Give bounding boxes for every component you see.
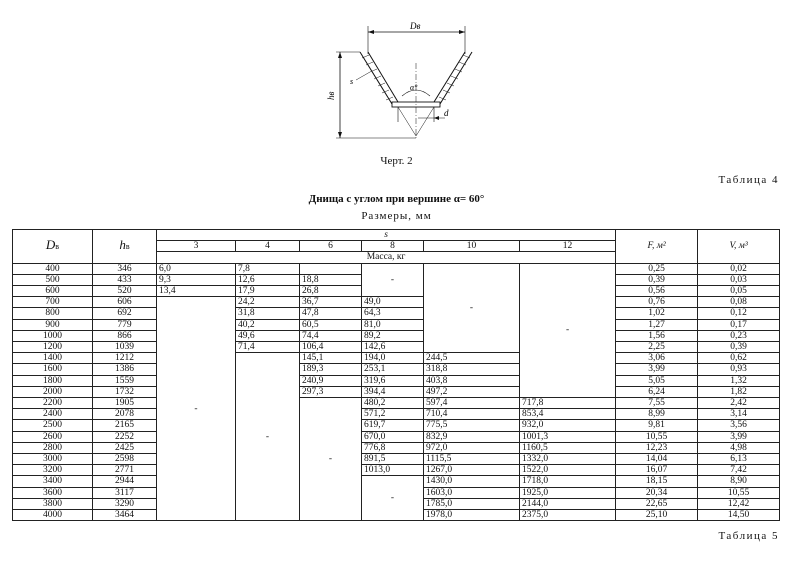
table-cell: 2600 <box>13 431 93 442</box>
table-cell: 1200 <box>13 342 93 353</box>
table-cell: 1332,0 <box>520 454 616 465</box>
table-cell: 692 <box>93 308 157 319</box>
table-row <box>13 454 780 465</box>
table-cell: 7,42 <box>698 465 780 476</box>
table-cell: 866 <box>93 330 157 341</box>
table-cell: 253,1 <box>362 364 424 375</box>
table-cell: 89,2 <box>362 330 424 341</box>
table-cell: 853,4 <box>520 409 616 420</box>
table-cell: 14,04 <box>616 454 698 465</box>
table-cell: 2144,0 <box>520 498 616 509</box>
table4-label: Таблица 4 <box>718 174 779 186</box>
table-cell: 779 <box>93 319 157 330</box>
table-cell: 8,90 <box>698 476 780 487</box>
table-cell: 717,8 <box>520 398 616 409</box>
table-cell: 1800 <box>13 375 93 386</box>
table-cell: 2500 <box>13 420 93 431</box>
table-cell: 319,6 <box>362 375 424 386</box>
table-cell: 2771 <box>93 465 157 476</box>
table-cell: 1,02 <box>616 308 698 319</box>
table-cell: 31,8 <box>236 308 300 319</box>
table-row <box>13 342 780 353</box>
table-cell: 297,3 <box>300 386 362 397</box>
table-row <box>13 364 780 375</box>
header-mass: Масса, кг <box>157 252 616 263</box>
table-cell: 3000 <box>13 454 93 465</box>
table-cell: 1,82 <box>698 386 780 397</box>
table-cell: 4000 <box>13 510 93 521</box>
table-title: Днища с углом при вершине α= 60° <box>308 193 485 205</box>
header-v: V, м³ <box>698 230 780 264</box>
header-f: F, м² <box>616 230 698 264</box>
table-row <box>13 330 780 341</box>
table-cell: 1603,0 <box>424 487 520 498</box>
table-cell: 480,2 <box>362 398 424 409</box>
table-cell: 1559 <box>93 375 157 386</box>
table-cell: 18,15 <box>616 476 698 487</box>
dash-cell: - <box>362 476 424 521</box>
table-cell: 13,4 <box>157 286 236 297</box>
table-row <box>13 263 780 274</box>
table-cell: 6,13 <box>698 454 780 465</box>
table-cell: 2598 <box>93 454 157 465</box>
table-cell: 2000 <box>13 386 93 397</box>
table-cell: 710,4 <box>424 409 520 420</box>
table-cell: 142,6 <box>362 342 424 353</box>
table-cell: 26,8 <box>300 286 362 297</box>
table-cell: 9,81 <box>616 420 698 431</box>
table-row <box>13 398 780 409</box>
table-cell: 2078 <box>93 409 157 420</box>
table-row <box>13 319 780 330</box>
cone-head-drawing <box>320 18 490 148</box>
table-cell: 1925,0 <box>520 487 616 498</box>
table-cell: 2375,0 <box>520 510 616 521</box>
table-cell: 0,02 <box>698 263 780 274</box>
table-cell: 619,7 <box>362 420 424 431</box>
table-cell: 20,34 <box>616 487 698 498</box>
drawing-label-s: s <box>350 77 354 86</box>
table-cell: 400 <box>13 263 93 274</box>
table-cell: 1212 <box>93 353 157 364</box>
dash-cell: - <box>157 297 236 521</box>
table5-label: Таблица 5 <box>718 530 779 542</box>
table-cell: 700 <box>13 297 93 308</box>
table-cell: 0,25 <box>616 263 698 274</box>
table-row <box>13 308 780 319</box>
header-s-col: 3 <box>157 241 236 252</box>
table-cell: 932,0 <box>520 420 616 431</box>
table-cell: 3600 <box>13 487 93 498</box>
table-cell: 2,25 <box>616 342 698 353</box>
table-subtitle: Размеры, мм <box>361 210 432 222</box>
table-cell: 597,4 <box>424 398 520 409</box>
table-cell: 3800 <box>13 498 93 509</box>
table-cell: 1785,0 <box>424 498 520 509</box>
table-cell: 0,17 <box>698 319 780 330</box>
table-cell: 12,42 <box>698 498 780 509</box>
table-cell: 972,0 <box>424 442 520 453</box>
table-cell: 775,5 <box>424 420 520 431</box>
header-s-col: 4 <box>236 241 300 252</box>
table-cell: 800 <box>13 308 93 319</box>
table-cell: 6,24 <box>616 386 698 397</box>
table-cell: 2800 <box>13 442 93 453</box>
table-cell: 497,2 <box>424 386 520 397</box>
table-cell: 3464 <box>93 510 157 521</box>
table-cell: 3,99 <box>616 364 698 375</box>
header-s-col: 8 <box>362 241 424 252</box>
header-hb: hв <box>93 230 157 264</box>
table-row <box>13 442 780 453</box>
dash-cell: - <box>362 263 424 297</box>
table-cell: 832,9 <box>424 431 520 442</box>
table-cell: 2425 <box>93 442 157 453</box>
table-cell: 71,4 <box>236 342 300 353</box>
table-cell: 36,7 <box>300 297 362 308</box>
table-cell: 2252 <box>93 431 157 442</box>
table-cell: 12,23 <box>616 442 698 453</box>
table-cell: 10,55 <box>698 487 780 498</box>
table-cell: 3200 <box>13 465 93 476</box>
table-cell: 0,12 <box>698 308 780 319</box>
table-cell: 3,99 <box>698 431 780 442</box>
table-cell: 3290 <box>93 498 157 509</box>
table-row <box>13 476 780 487</box>
table-cell: 0,05 <box>698 286 780 297</box>
dimensions-table <box>12 229 780 521</box>
drawing-caption: Черт. 2 <box>380 155 413 167</box>
table-cell: 1115,5 <box>424 454 520 465</box>
table-cell: 394,4 <box>362 386 424 397</box>
table-cell: 571,2 <box>362 409 424 420</box>
table-cell: 10,55 <box>616 431 698 442</box>
table-row <box>13 465 780 476</box>
drawing-label-alpha: α° <box>410 83 418 92</box>
table-cell: 0,23 <box>698 330 780 341</box>
table-cell: 2400 <box>13 409 93 420</box>
table-cell: 433 <box>93 274 157 285</box>
table-cell: 670,0 <box>362 431 424 442</box>
table-row <box>13 353 780 364</box>
table-cell: 606 <box>93 297 157 308</box>
table-cell: 6,0 <box>157 263 236 274</box>
table-cell: 2,42 <box>698 398 780 409</box>
table-cell: 0,56 <box>616 286 698 297</box>
header-s: s <box>157 230 616 241</box>
header-s-col: 12 <box>520 241 616 252</box>
table-cell: 403,8 <box>424 375 520 386</box>
table-cell: 18,8 <box>300 274 362 285</box>
table-cell: 22,65 <box>616 498 698 509</box>
table-cell: 1,32 <box>698 375 780 386</box>
table-cell: 520 <box>93 286 157 297</box>
table-cell: 600 <box>13 286 93 297</box>
table-cell: 1400 <box>13 353 93 364</box>
dash-cell: - <box>424 263 520 353</box>
dash-cell: - <box>300 398 362 521</box>
table-cell: 49,0 <box>362 297 424 308</box>
table-cell: 3,56 <box>698 420 780 431</box>
table-cell: 1013,0 <box>362 465 424 476</box>
table-cell: 16,07 <box>616 465 698 476</box>
table-cell: 1,56 <box>616 330 698 341</box>
table-cell <box>300 263 362 274</box>
table-cell: 0,39 <box>698 342 780 353</box>
table-cell: 0,03 <box>698 274 780 285</box>
table-cell: 1430,0 <box>424 476 520 487</box>
table-cell: 7,8 <box>236 263 300 274</box>
header-db: Dв <box>13 230 93 264</box>
table-cell: 1732 <box>93 386 157 397</box>
table-cell: 900 <box>13 319 93 330</box>
table-cell: 1978,0 <box>424 510 520 521</box>
table-cell: 40,2 <box>236 319 300 330</box>
table-cell: 5,05 <box>616 375 698 386</box>
table-cell: 3,14 <box>698 409 780 420</box>
table-cell: 0,93 <box>698 364 780 375</box>
table-cell: 776,8 <box>362 442 424 453</box>
table-cell: 891,5 <box>362 454 424 465</box>
table-row <box>13 409 780 420</box>
table-cell: 318,8 <box>424 364 520 375</box>
header-s-col: 10 <box>424 241 520 252</box>
table-cell: 2944 <box>93 476 157 487</box>
table-cell: 3400 <box>13 476 93 487</box>
table-cell: 25,10 <box>616 510 698 521</box>
table-row <box>13 375 780 386</box>
table-cell: 3,06 <box>616 353 698 364</box>
table-cell: 1039 <box>93 342 157 353</box>
table-cell: 14,50 <box>698 510 780 521</box>
table-cell: 49,6 <box>236 330 300 341</box>
table-cell: 64,3 <box>362 308 424 319</box>
table-cell: 0,39 <box>616 274 698 285</box>
table-cell: 1905 <box>93 398 157 409</box>
table-cell: 24,2 <box>236 297 300 308</box>
table-cell: 145,1 <box>300 353 362 364</box>
table-cell: 0,08 <box>698 297 780 308</box>
dash-cell: - <box>520 263 616 397</box>
table-cell: 4,98 <box>698 442 780 453</box>
dash-cell: - <box>236 353 300 521</box>
table-row <box>13 420 780 431</box>
table-cell: 194,0 <box>362 353 424 364</box>
table-cell: 0,62 <box>698 353 780 364</box>
table-cell: 12,6 <box>236 274 300 285</box>
table-cell: 9,3 <box>157 274 236 285</box>
table-cell: 1001,3 <box>520 431 616 442</box>
table-cell: 1,27 <box>616 319 698 330</box>
table-cell: 1718,0 <box>520 476 616 487</box>
table-cell: 240,9 <box>300 375 362 386</box>
table-cell: 189,3 <box>300 364 362 375</box>
table-row <box>13 431 780 442</box>
table-cell: 7,55 <box>616 398 698 409</box>
table-cell: 8,99 <box>616 409 698 420</box>
table-cell: 346 <box>93 263 157 274</box>
table-cell: 500 <box>13 274 93 285</box>
table-cell: 1000 <box>13 330 93 341</box>
table-cell: 47,8 <box>300 308 362 319</box>
table-cell: 2200 <box>13 398 93 409</box>
table-cell: 2165 <box>93 420 157 431</box>
drawing-label-hb: hв <box>326 91 336 100</box>
table-cell: 1522,0 <box>520 465 616 476</box>
table-cell: 0,76 <box>616 297 698 308</box>
table-cell: 1267,0 <box>424 465 520 476</box>
drawing-label-db: Dв <box>410 21 421 31</box>
table-cell: 81,0 <box>362 319 424 330</box>
table-row <box>13 386 780 397</box>
table-cell: 106,4 <box>300 342 362 353</box>
header-s-col: 6 <box>300 241 362 252</box>
table-cell: 1386 <box>93 364 157 375</box>
table-cell: 60,5 <box>300 319 362 330</box>
table-cell: 17,9 <box>236 286 300 297</box>
table-cell: 74,4 <box>300 330 362 341</box>
table-cell: 1600 <box>13 364 93 375</box>
table-row <box>13 297 780 308</box>
table-cell: 1160,5 <box>520 442 616 453</box>
drawing-label-d: d <box>444 108 449 118</box>
table-cell: 3117 <box>93 487 157 498</box>
table-cell: 244,5 <box>424 353 520 364</box>
